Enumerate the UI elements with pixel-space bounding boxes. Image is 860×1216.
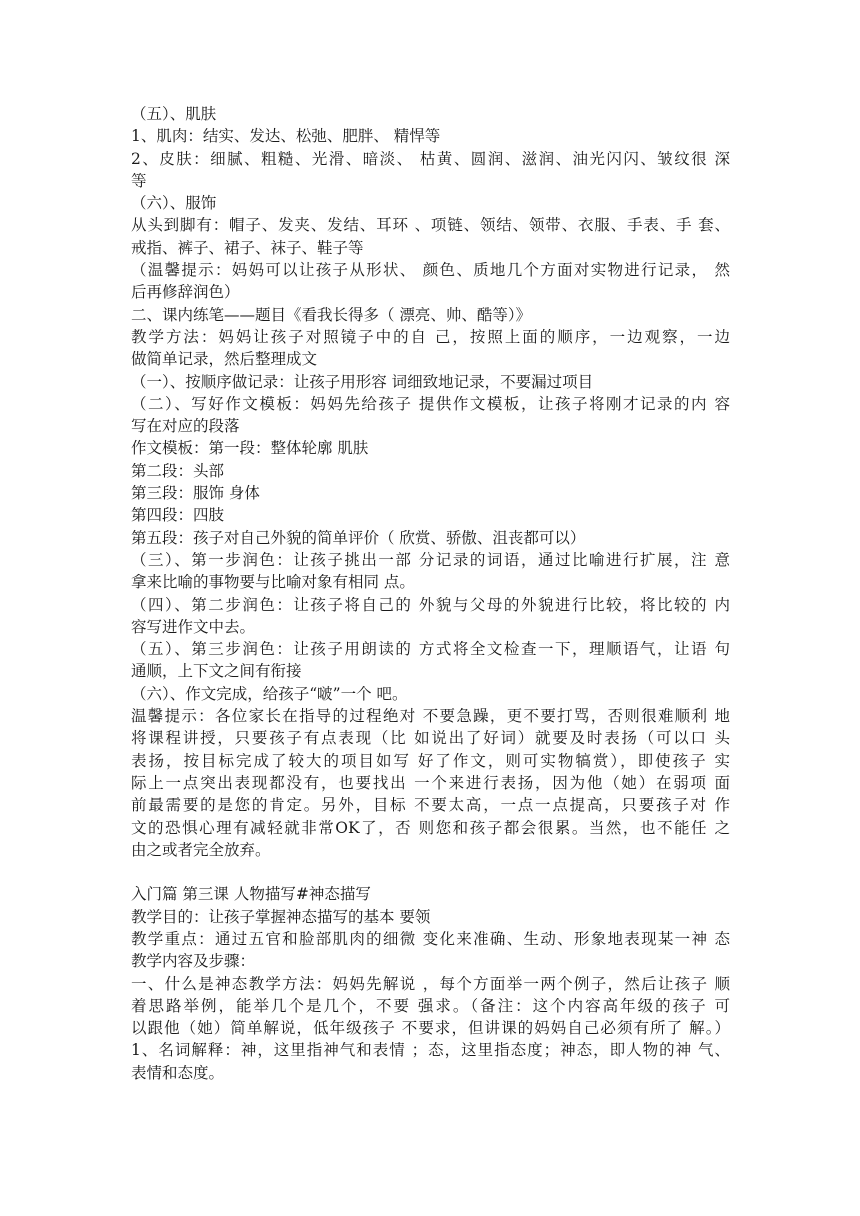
- text-line: 教学重点：通过五官和脸部肌肉的细微 变化来准确、生动、形象地表现某一神 态: [131, 929, 730, 948]
- text-line: 入门篇 第三课 人物描写#神态描写: [131, 885, 371, 904]
- text-line: 第二段：头部: [131, 461, 225, 480]
- text-line: 教学方法：妈妈让孩子对照镜子中的自 己，按照上面的顺序，一边观察，一边: [131, 327, 730, 346]
- text-line: （四）、第二步润色：让孩子将自己的 外貌与父母的外貌进行比较，将比较的 内: [131, 595, 730, 614]
- text-line: 际上一点突出表现都没有，也要找出 一个来进行表扬，因为他（她）在弱项 面: [131, 773, 730, 792]
- document-body: [131, 103, 730, 1084]
- text-line: 容写进作文中去。: [131, 617, 256, 636]
- text-line: 戒指、裤子、裙子、袜子、鞋子等: [131, 238, 364, 257]
- text-line: 第五段：孩子对自己外貌的简单评价（ 欣赏、骄傲、沮丧都可以）: [131, 528, 586, 547]
- text-line: 表扬，按目标完成了较大的项目如写 好了作文，则可实物犒赏），即使孩子 实: [131, 751, 730, 770]
- text-line: 做简单记录，然后整理成文: [131, 350, 318, 369]
- text-line: 温馨提示：各位家长在指导的过程绝对 不要急躁，更不要打骂，否则很难顺利 地: [131, 707, 730, 726]
- text-line: （五）、肌肤: [131, 105, 217, 123]
- text-line: （三）、第一步润色：让孩子挑出一部 分记录的词语，通过比喻进行扩展，注 意: [131, 550, 730, 569]
- text-line: 后再修辞润色）: [131, 283, 240, 302]
- text-line: 第三段：服饰 身体: [131, 484, 260, 503]
- text-line: 第四段：四肢: [131, 506, 225, 525]
- text-line: 着思路举例，能举几个是几个，不要 强求。（备注：这个内容高年级的孩子 可: [131, 996, 730, 1015]
- text-line: 教学目的：让孩子掌握神态描写的基本 要领: [131, 907, 431, 926]
- text-line: 由之或者完全放弃。: [131, 840, 271, 859]
- text-line: 通顺，上下文之间有衔接: [131, 662, 302, 681]
- text-line: 二、课内练笔——题目《看我长得多（ 漂亮、帅、酷等）》: [131, 305, 532, 324]
- text-line: 2、皮肤：细腻、粗糙、光滑、暗淡、 枯黄、圆润、滋润、油光闪闪、皱纹很 深: [131, 149, 730, 168]
- text-line: 一、什么是神态教学方法：妈妈先解说 ，每个方面举一两个例子，然后让孩子 顺: [131, 974, 730, 993]
- text-line: 教学内容及步骤：: [131, 952, 256, 971]
- text-line: （五）、第三步润色：让孩子用朗读的 方式将全文检查一下，理顺语气，让语 句: [131, 640, 730, 659]
- text-line: （六）、作文完成，给孩子“啵”一个 吧。: [131, 684, 408, 703]
- text-line: （二）、写好作文模板：妈妈先给孩子 提供作文模板，让孩子将刚才记录的内 容: [131, 394, 730, 413]
- blank-line: [131, 861, 730, 883]
- text-line: 以跟他（她）简单解说，低年级孩子 不要求，但讲课的妈妈自己必须有所了 解。）: [131, 1019, 730, 1038]
- text-line: 等: [131, 171, 147, 190]
- text-line: 表情和态度。: [131, 1063, 225, 1082]
- text-line: 前最需要的是您的肯定。另外，目标 不要太高，一点一点提高，只要孩子对 作: [131, 796, 730, 815]
- text-line: 1、名词解释：神，这里指神气和表情 ；态，这里指态度；神态，即人物的神 气、: [131, 1041, 730, 1060]
- text-line: 拿来比喻的事物要与比喻对象有相同 点。: [131, 573, 415, 592]
- text-line: 作文模板：第一段：整体轮廓 肌肤: [131, 439, 369, 458]
- text-line: 从头到脚有：帽子、发夹、发结、耳环 、项链、领结、领带、衣服、手表、手 套、: [131, 216, 730, 235]
- text-line: 写在对应的段落: [131, 417, 240, 436]
- text-line: （六）、服饰: [131, 194, 217, 213]
- text-line: （温馨提示：妈妈可以让孩子从形状、 颜色、质地几个方面对实物进行记录， 然: [131, 261, 730, 280]
- text-line: 文的恐惧心理有减轻就非常OK了，否 则您和孩子都会很累。当然，也不能任 之: [131, 818, 730, 837]
- text-line: 1、肌肉：结实、发达、松弛、肥胖、 精悍等: [131, 127, 441, 146]
- text-line: 将课程讲授，只要孩子有点表现（比 如说出了好词）就要及时表扬（可以口 头: [131, 729, 730, 748]
- text-line: （一）、按顺序做记录：让孩子用形容 词细致地记录，不要漏过项目: [131, 372, 594, 391]
